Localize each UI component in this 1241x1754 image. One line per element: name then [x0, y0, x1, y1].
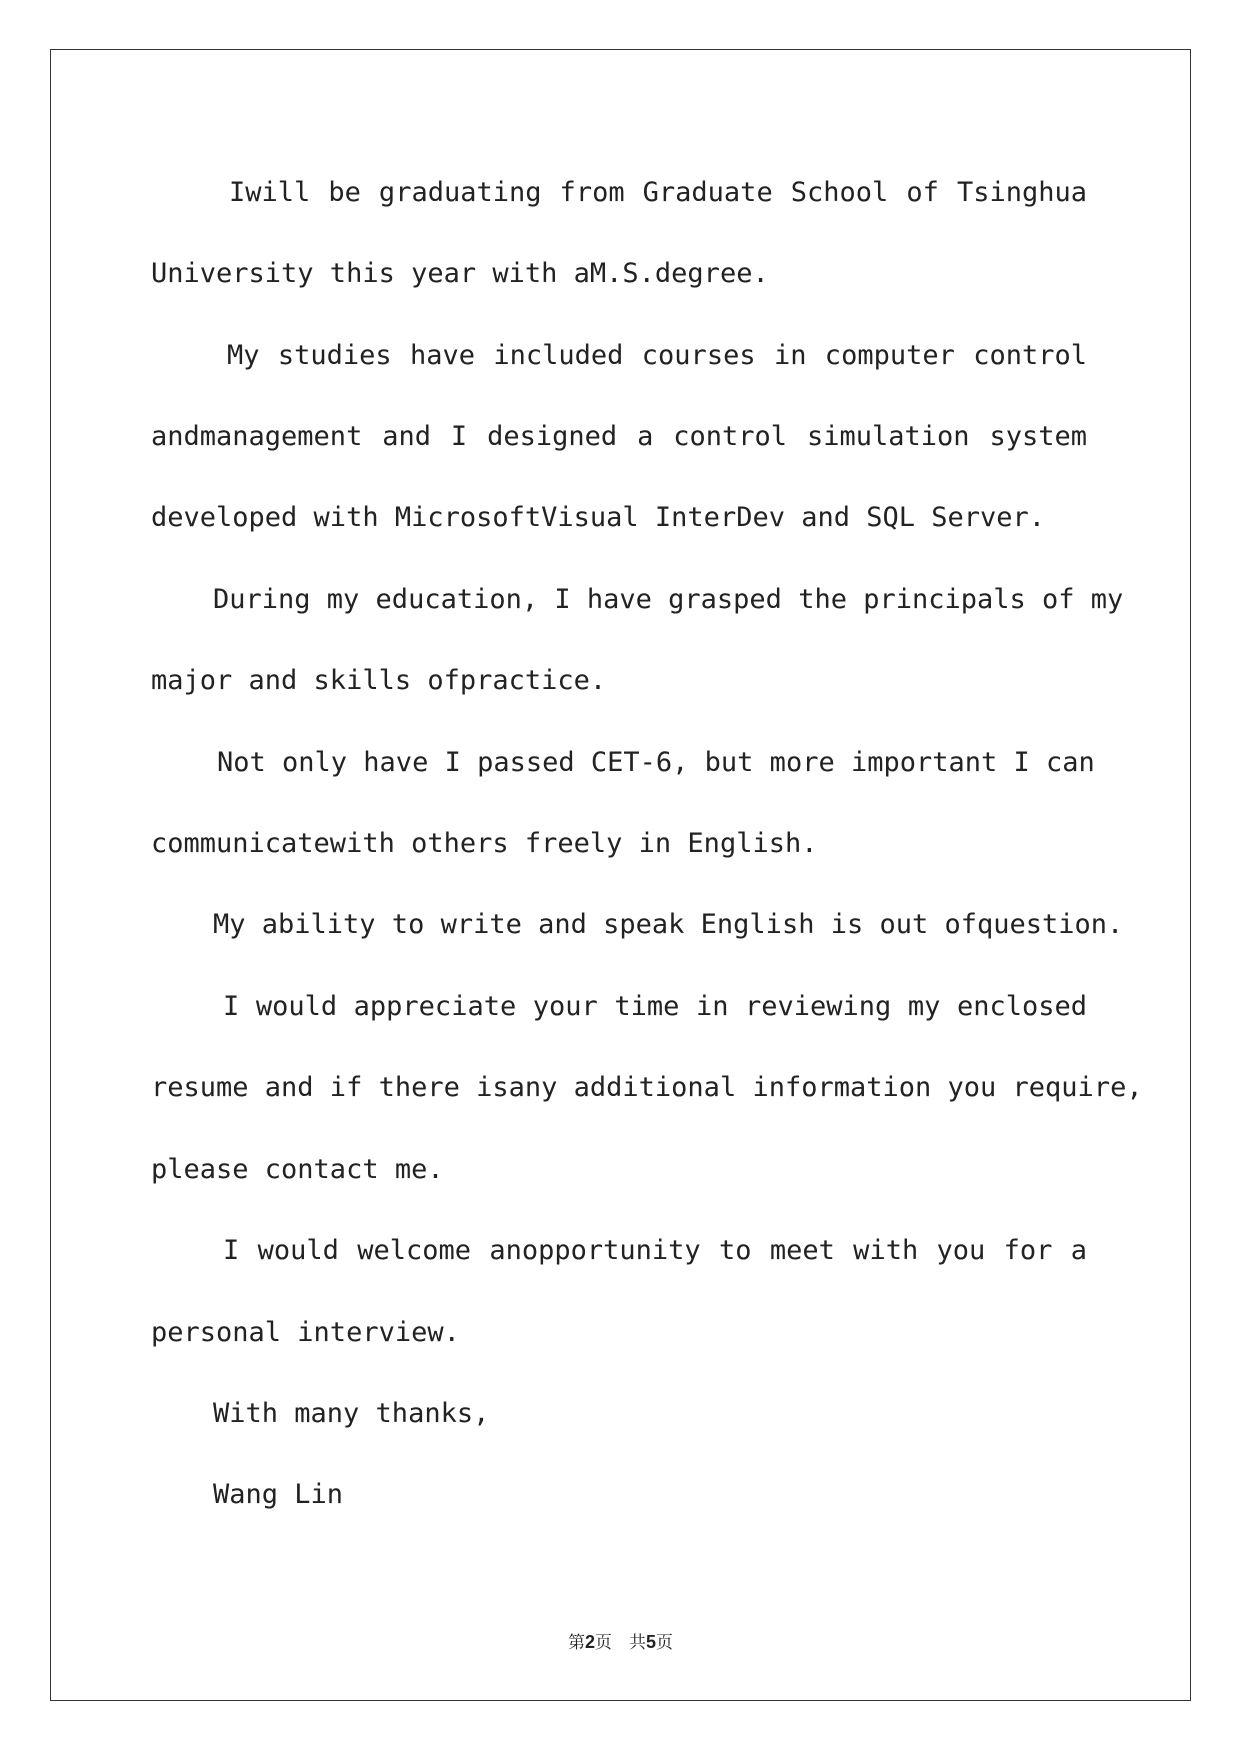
- footer-middle: 页 共: [595, 1633, 646, 1653]
- text-line: developed with MicrosoftVisual InterDev and SQL Server.: [151, 502, 1046, 533]
- text-line: My ability to write and speak English is out ofquestion.: [213, 909, 1124, 940]
- text-line: I would welcome anopportunity to meet with you for a: [223, 1235, 1087, 1266]
- text-line: andmanagement and I designed a control simulation system: [151, 421, 1087, 452]
- footer-prefix: 第: [567, 1633, 585, 1653]
- text-line: With many thanks,: [213, 1398, 490, 1429]
- signature-name: Wang Lin: [213, 1479, 344, 1510]
- text-line: University this year with aM.S.degree.: [151, 258, 769, 289]
- total-page-count: 5: [646, 1632, 657, 1652]
- text-line: personal interview.: [151, 1317, 460, 1348]
- text-line: I would appreciate your time in reviewing my enclosed: [223, 991, 1087, 1022]
- text-line: During my education, I have grasped the principals of my: [213, 584, 1124, 615]
- text-line: Iwill be graduating from Graduate School of Tsinghua: [229, 177, 1087, 208]
- page-number-footer: [0, 1628, 1241, 1653]
- text-line: Not only have I passed CET-6, but more important I can: [217, 747, 1095, 778]
- text-line: My studies have included courses in computer control: [227, 340, 1087, 371]
- current-page-number: 2: [584, 1632, 595, 1652]
- text-line: resume and if there isany additional information you require,: [151, 1072, 1143, 1103]
- text-line: major and skills ofpractice.: [151, 665, 607, 696]
- text-line: communicatewith others freely in English.: [151, 828, 818, 859]
- text-line: please contact me.: [151, 1154, 444, 1185]
- footer-suffix: 页: [656, 1633, 674, 1653]
